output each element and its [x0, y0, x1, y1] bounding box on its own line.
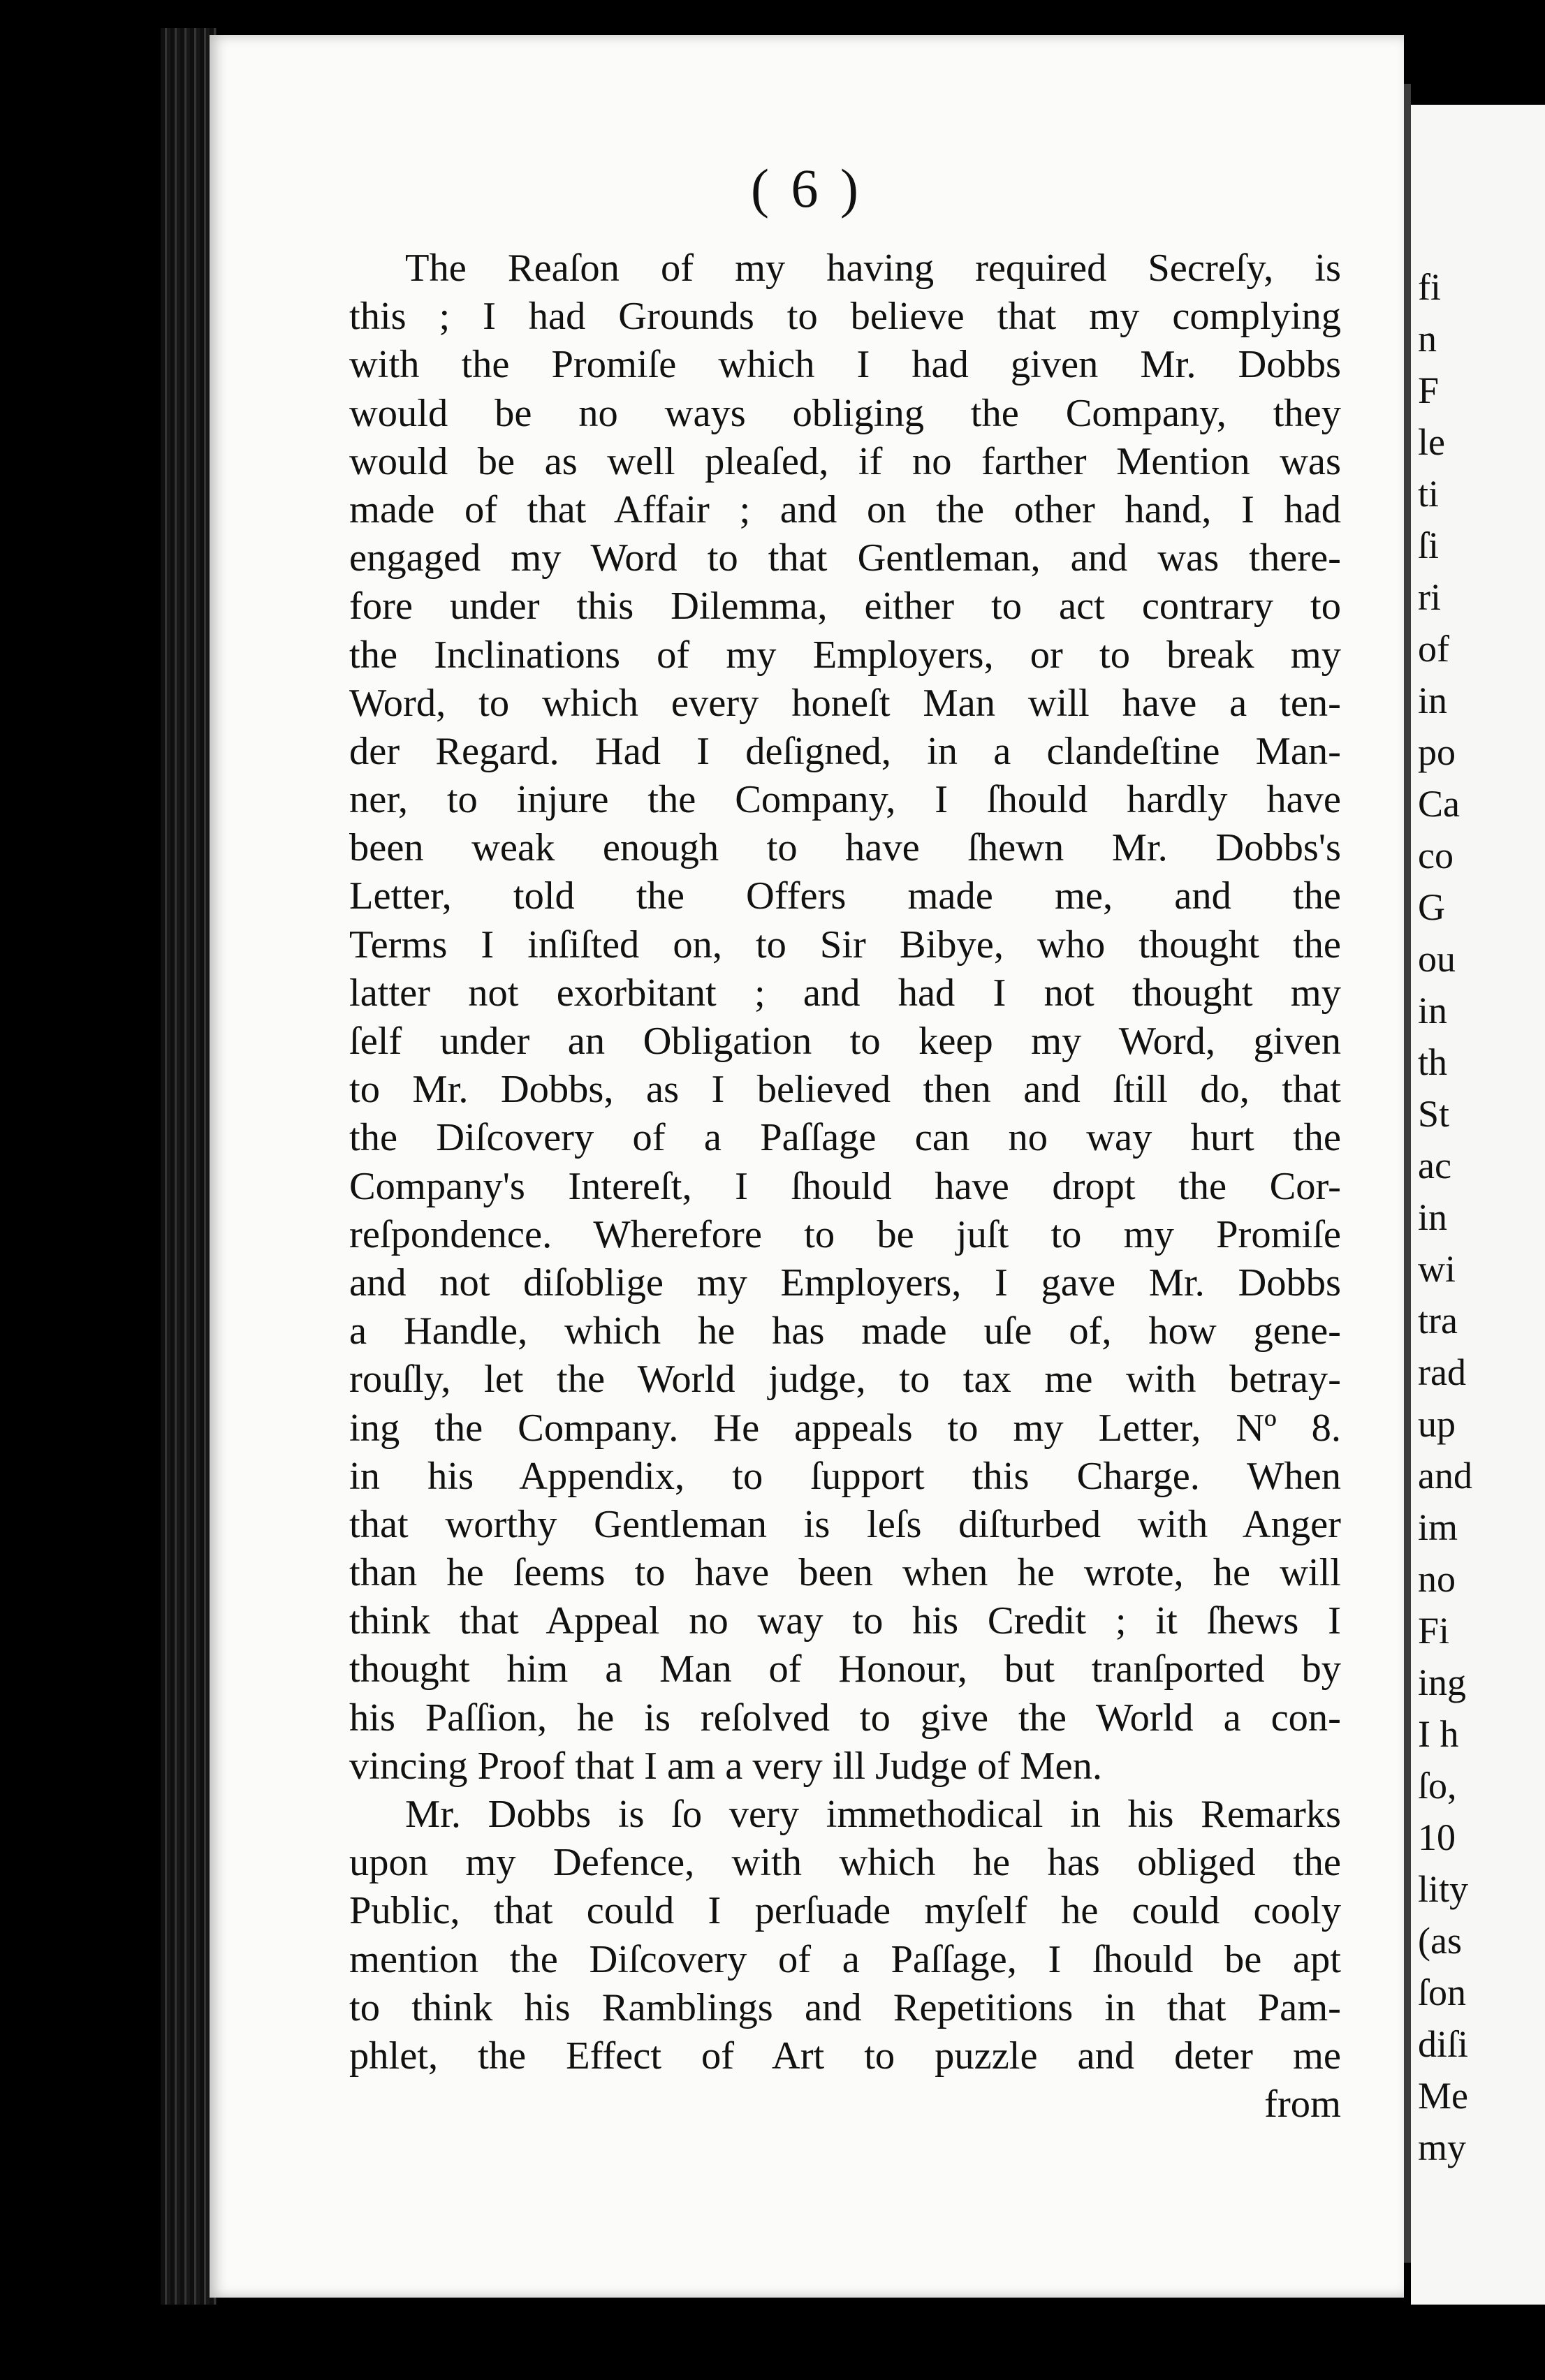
text-line: ſelf under an Obligation to keep my Word, given [349, 1020, 1341, 1063]
text-line: this ; I had Grounds to believe that my complying [349, 295, 1341, 339]
catchword: from [1264, 2082, 1341, 2126]
text-line: in his Appendix, to ſupport this Charge. When [349, 1454, 1341, 1498]
facing-page-fragment: lity [1418, 1868, 1469, 1910]
text-line: ing the Company. He appeals to my Letter, Nº 8. [349, 1406, 1341, 1450]
facing-page-fragment: th [1418, 1041, 1448, 1083]
text-line: thought him a Man of Honour, but tranſported by [349, 1647, 1341, 1691]
text-line: and not diſoblige my Employers, I gave Mr. Dobbs [349, 1261, 1341, 1305]
text-line: Terms I inſiſted on, to Sir Bibye, who thought the [349, 923, 1341, 967]
text-line: Mr. Dobbs is ſo very immethodical in his Remarks [405, 1793, 1341, 1836]
text-line: the Inclinations of my Employers, or to break my [349, 633, 1341, 677]
facing-page-fragment: co [1418, 835, 1454, 876]
facing-page-fragment: Ca [1418, 783, 1460, 825]
facing-page-fragment: ſon [1418, 1971, 1467, 2013]
facing-page-fragment: and [1418, 1455, 1472, 1497]
facing-page-fragment: n [1418, 318, 1437, 360]
body-text [349, 244, 1341, 2129]
facing-page-fragment: of [1418, 628, 1449, 670]
facing-page-fragment: F [1418, 369, 1440, 411]
facing-page-fragment: up [1418, 1403, 1456, 1445]
facing-page-fragment: I h [1418, 1713, 1459, 1755]
text-line: reſpondence. Wherefore to be juſt to my Promiſe [349, 1212, 1341, 1256]
text-line: the Diſcovery of a Paſſage can no way hurt the [349, 1116, 1341, 1160]
facing-page-fragment: tra [1418, 1300, 1458, 1342]
facing-page-fragment: diſi [1418, 2023, 1469, 2065]
facing-page-fragment: wi [1418, 1248, 1456, 1290]
text-line: Company's Intereſt, I ſhould have dropt the Cor- [349, 1164, 1341, 1208]
facing-page-fragment: my [1418, 2126, 1467, 2168]
facing-page-fragment: fi [1418, 266, 1441, 308]
facing-page-fragment: no [1418, 1558, 1456, 1600]
text-line: would be as well pleaſed, if no farther Mention was [349, 439, 1341, 483]
text-line: vincing Proof that I am a very ill Judge of Men. [349, 1744, 1102, 1788]
text-line: a Handle, which he has made uſe of, how gene- [349, 1309, 1341, 1353]
facing-page-fragment: le [1418, 421, 1445, 463]
facing-page-fragment: St [1418, 1093, 1450, 1135]
text-line: Word, to which every honeſt Man will have a ten- [349, 681, 1341, 725]
facing-page-fragment: in [1418, 990, 1448, 1031]
facing-page-fragment: (as [1418, 1920, 1462, 1962]
facing-page-fragment: 10 [1418, 1816, 1456, 1858]
facing-page-fragment: ſo, [1418, 1765, 1457, 1807]
text-line: mention the Diſcovery of a Paſſage, I ſhould be apt [349, 1937, 1341, 1981]
facing-page-fragment: in [1418, 680, 1448, 721]
facing-page [1411, 105, 1545, 2305]
text-line: would be no ways obliging the Company, they [349, 391, 1341, 435]
facing-page-fragment: ſi [1418, 524, 1440, 566]
text-line: to think his Ramblings and Repetitions in that Pam- [349, 1985, 1341, 2029]
facing-page-fragment: ac [1418, 1145, 1451, 1187]
text-line: to Mr. Dobbs, as I believed then and ſtill do, that [349, 1068, 1341, 1112]
text-line: fore under this Dilemma, either to act contrary to [349, 585, 1341, 629]
text-line: that worthy Gentleman is leſs diſturbed with Anger [349, 1502, 1341, 1546]
text-line: Public, that could I perſuade myſelf he could cooly [349, 1889, 1341, 1933]
facing-page-fragment: Me [1418, 2075, 1468, 2117]
facing-page-fragment: ti [1418, 473, 1440, 515]
facing-page-fragment: G [1418, 886, 1445, 928]
text-line: phlet, the Effect of Art to puzzle and deter me [349, 2034, 1341, 2078]
facing-page-fragment: ing [1418, 1661, 1467, 1703]
text-line: his Paſſion, he is reſolved to give the World a con- [349, 1696, 1341, 1740]
facing-page-fragment: Fi [1418, 1610, 1450, 1652]
text-line: than he ſeems to have been when he wrote, he will [349, 1551, 1341, 1595]
text-line: latter not exorbitant ; and had I not thought my [349, 971, 1341, 1015]
facing-page-fragment: ou [1418, 938, 1456, 980]
text-line: rouſly, let the World judge, to tax me with betray- [349, 1358, 1341, 1402]
book-binding [161, 28, 217, 2305]
book-page [210, 35, 1404, 2298]
page-number: ( 6 ) [751, 158, 863, 219]
facing-page-fragment: ri [1418, 576, 1441, 618]
text-line: der Regard. Had I deſigned, in a clandeſtine Man- [349, 729, 1341, 773]
text-line: ner, to injure the Company, I ſhould hardly have [349, 778, 1341, 822]
facing-page-fragment: rad [1418, 1351, 1466, 1393]
facing-page-fragment: in [1418, 1196, 1448, 1238]
text-line: Letter, told the Offers made me, and the [349, 874, 1341, 918]
text-line: think that Appeal no way to his Credit ; it ſhews I [349, 1599, 1341, 1643]
text-line: upon my Defence, with which he has obliged the [349, 1841, 1341, 1885]
text-line: been weak enough to have ſhewn Mr. Dobbs's [349, 826, 1341, 870]
text-line: made of that Affair ; and on the other hand, I had [349, 487, 1341, 531]
text-line: The Reaſon of my having required Secreſy, is [405, 247, 1341, 290]
text-line: with the Promiſe which I had given Mr. Dobbs [349, 343, 1341, 387]
text-line: engaged my Word to that Gentleman, and was there- [349, 536, 1341, 580]
facing-page-fragment: po [1418, 731, 1456, 773]
facing-page-fragment: im [1418, 1506, 1458, 1548]
